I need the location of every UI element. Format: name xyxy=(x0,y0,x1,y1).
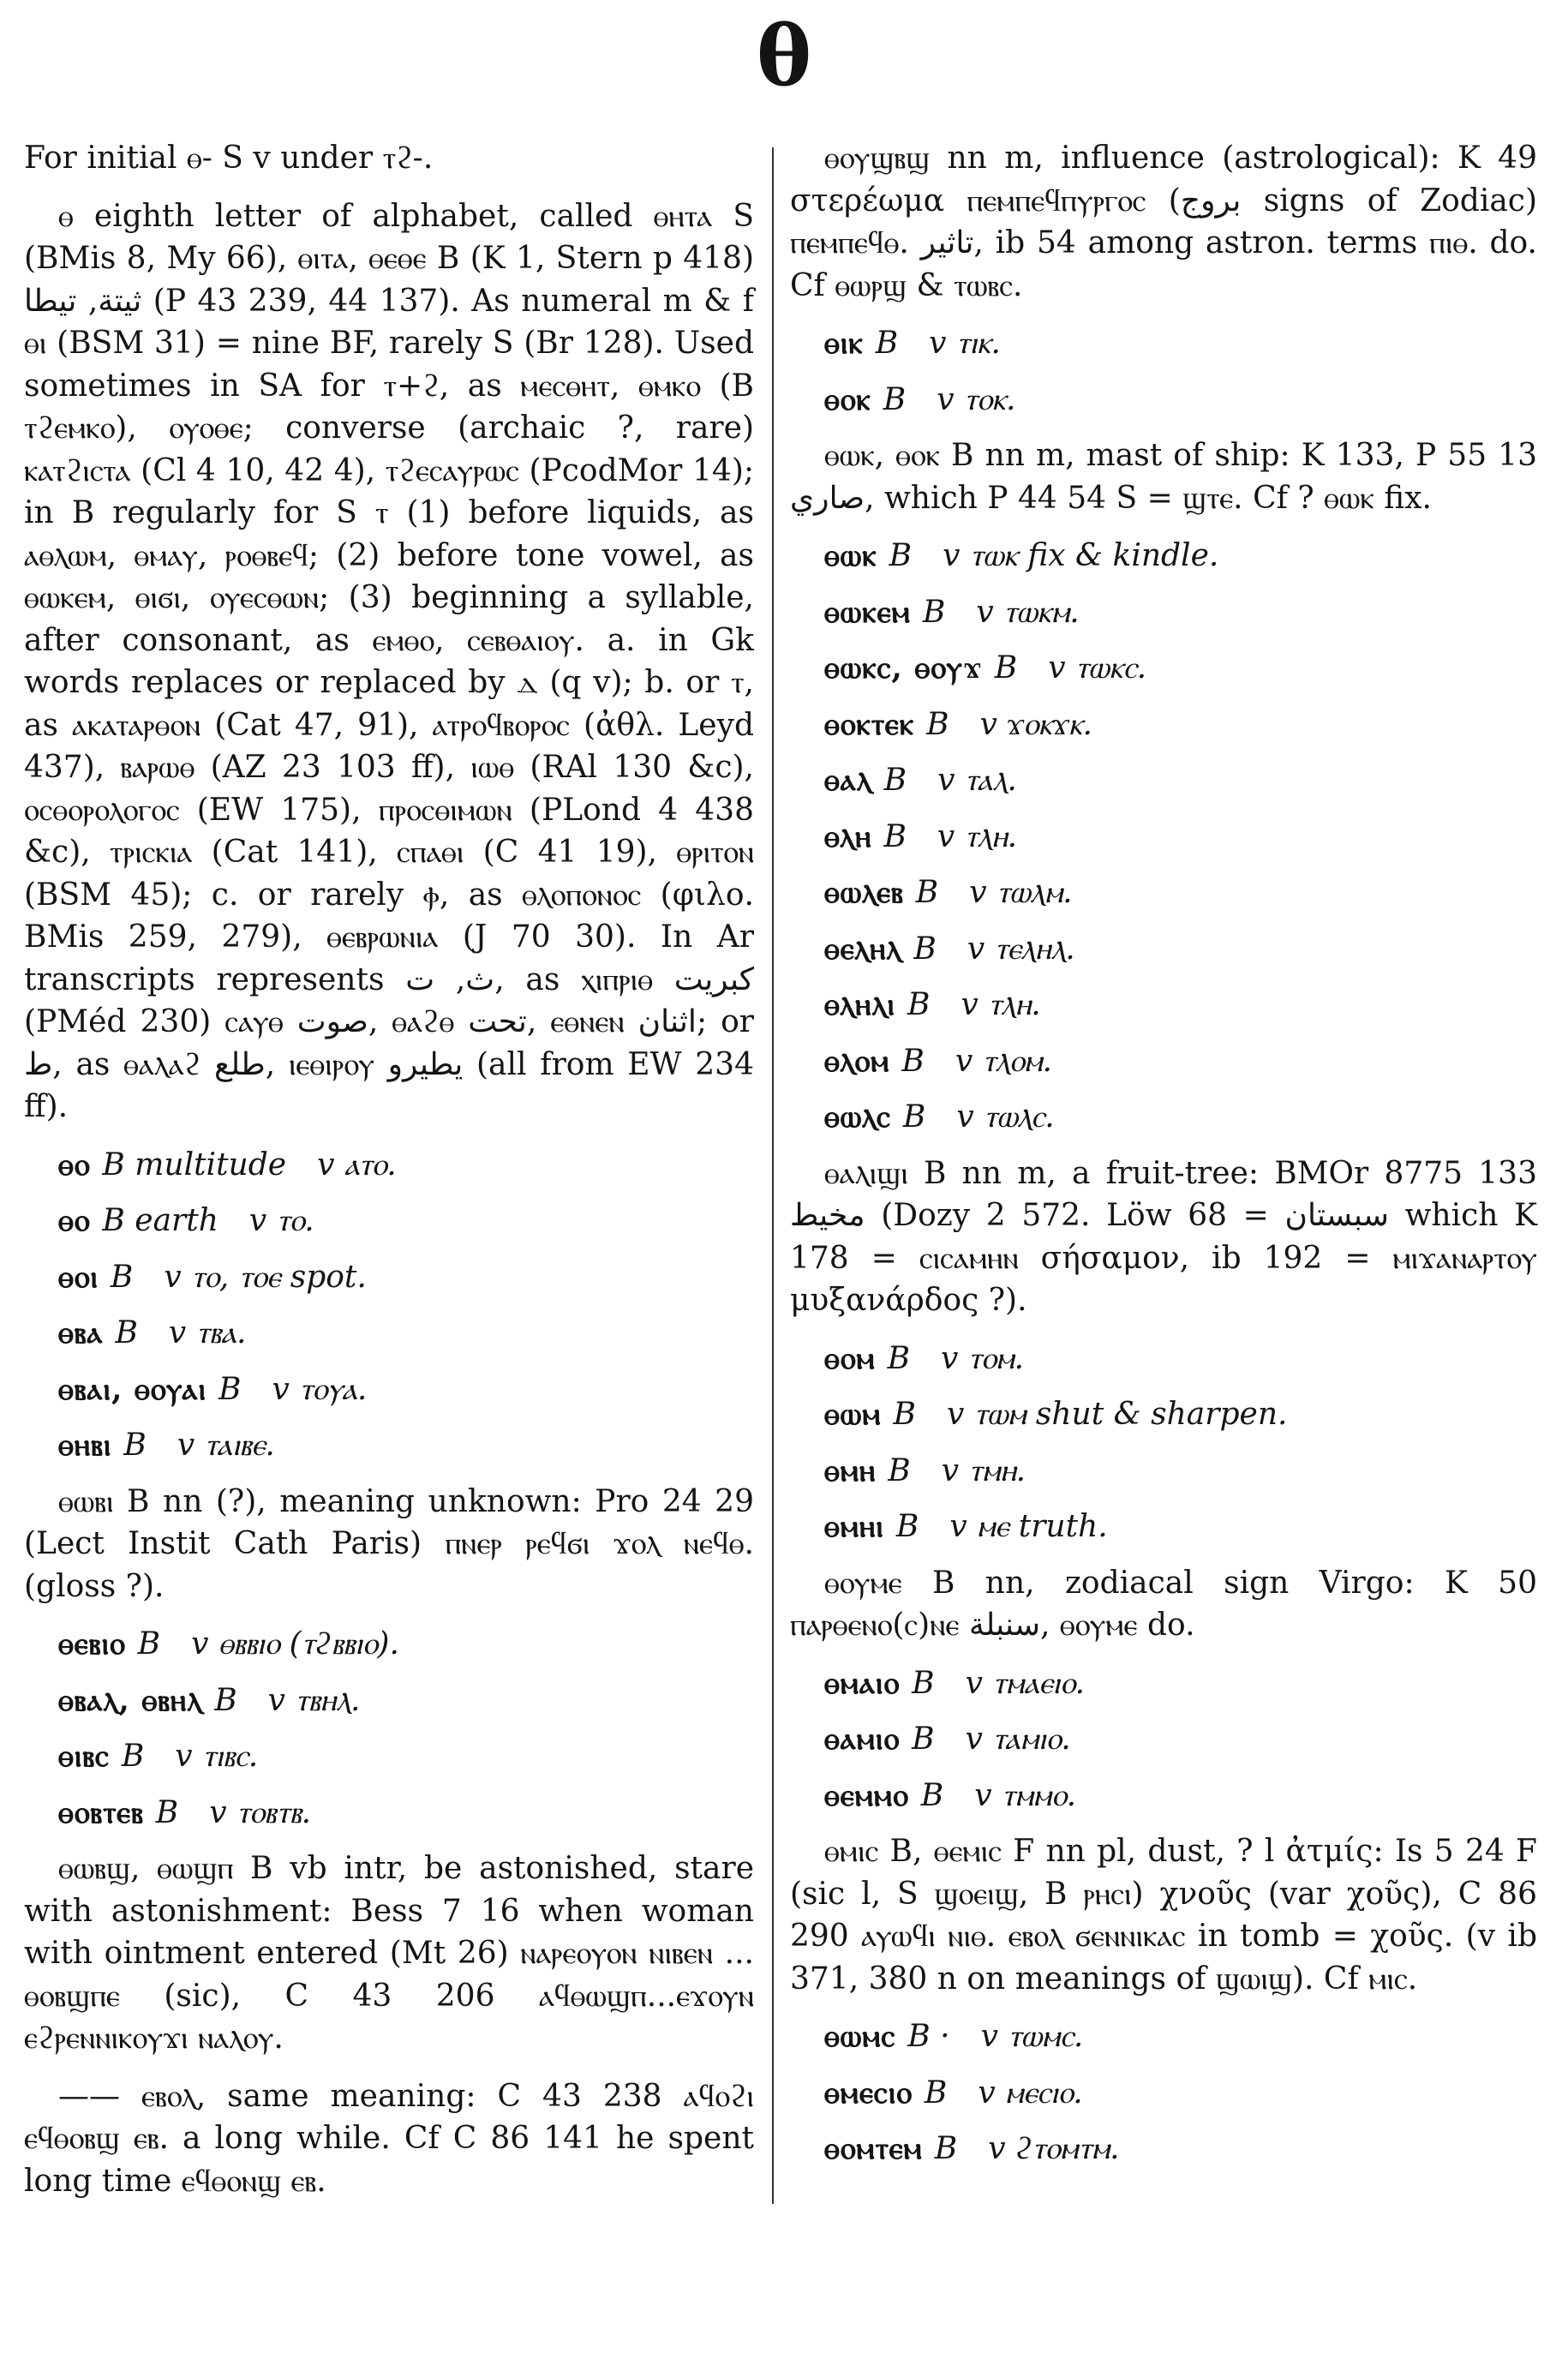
headword: ⲑⲱⲙⲥ xyxy=(824,2018,896,2054)
entry-ebol: —— ⲉⲃⲟⲗ, same meaning: C 43 238 ⲁϥⲟϩⲓ ⲉϥⲑⲟⲃϣ ⲉⲃ. a long while. Cf C 86 141 he spent long time ⲉϥⲑⲟⲛϣ ⲉⲃ. xyxy=(24,2078,754,2199)
cross-reference: v ⲧⲱⲗⲥ. xyxy=(956,1099,1055,1135)
headword: ⲑⲱⲕⲥ, ⲑⲟⲩϫ xyxy=(824,650,983,686)
cross-reference: v ⲧⲟ. xyxy=(248,1203,314,1238)
cross-reference: v ⲧⲁⲙⲓⲟ. xyxy=(965,1721,1071,1757)
dialect-tag: B xyxy=(895,1509,919,1544)
cross-reference: v ⲧⲱⲙ shut & sharpen. xyxy=(946,1397,1288,1432)
headword: ⲑⲓⲃⲥ xyxy=(58,1738,110,1774)
headword: ⲑⲗⲏⲗⲓ xyxy=(824,986,895,1022)
entry-row xyxy=(58,1144,754,1187)
entry-theta-letter: ⲑ eighth letter of alphabet, called ⲑⲏⲧⲁ S (BMis 8, My 66), ⲑⲓⲧⲁ, ⲑⲉⲑⲉ B (K 1, Stern p 418) ثيتة, تيطا (P 43 239, 44 137). As numeral m & f ⲑⲓ (BSM 31) = nine BF, rarely S (Br 128). Used sometimes in SA for ⲧ+ϩ, as ⲙⲉⲥⲑⲏⲧ, ⲑⲙⲕⲟ (B ⲧϩⲉⲙⲕⲟ), ⲟⲩⲟⲑⲉ; converse (archaic ?, rare) ⲕⲁⲧϩⲓⲥⲧⲁ (Cl 4 10, 42 4), ⲧϩⲉⲥⲁⲩⲣⲱⲥ (PcodMor 14); in B regularly for S ⲧ (1) before liquids, as ⲁⲑⲗⲱⲙ, ⲑⲙⲁⲩ, ⲣⲟⲑⲃⲉϥ; (2) before tone vowel, as ⲑⲱⲕⲉⲙ, ⲑⲓϭⲓ, ⲟⲩⲉⲥⲑⲱⲛ; (3) beginning a syllable, after consonant, as ⲉⲙⲑⲟ, ⲥⲉⲃⲑⲁⲓⲟⲩ. a. in Gk words replaces or replaced by ⲇ (q v); b. or ⲧ, as ⲁⲕⲁⲧⲁⲣⲑⲟⲛ (Cat 47, 91), ⲁⲧⲣⲟϥⲃⲟⲣⲟⲥ (ἀθλ. Leyd 437), ⲃⲁⲣⲱⲑ (AZ 23 103 ff), ⲓⲱⲑ (RAl 130 &c), ⲟⲥⲑⲟⲣⲟⲗⲟⲅⲟⲥ (EW 175), ⲡⲣⲟⲥⲑⲓⲙⲱⲛ (PLond 4 438 &c), ⲧⲣⲓⲥⲕⲓⲁ (Cat 141), ⲥⲡⲁⲑⲓ (C 41 19), ⲑⲣⲓⲧⲟⲛ (BSM 45); c. or rarely ⲫ, as ⲑⲗⲟⲡⲟⲛⲟⲥ (φιλο. BMis 259, 279), ⲑⲉⲃⲣⲱⲛⲓⲁ (J 70 30). In Ar transcripts represents ث, ت, as ⲭⲓⲡⲣⲓⲑ كبريت (PMéd 230) ⲥⲁⲩⲑ صوت, ⲑⲁϩⲑ تحت, ⲉⲑⲛⲉⲛ اثنان; or ط, as ⲑⲁⲗⲁϩ طلع, ⲓⲉⲑⲓⲣⲟⲩ يطيرو (all from EW 234 ff). xyxy=(24,198,754,1124)
dialect-tag: B xyxy=(110,1259,134,1295)
headword: ⲑⲉⲙⲙⲟ xyxy=(824,1776,909,1813)
entry-list xyxy=(790,535,1537,1139)
headword: ⲑⲏⲃⲓ xyxy=(58,1427,112,1463)
headword: ⲑⲃⲁⲗ, ⲑⲃⲏⲗ xyxy=(58,1681,203,1718)
entry-row xyxy=(824,704,1537,746)
cross-reference: v ϩⲧⲟⲙⲧⲙ. xyxy=(988,2131,1120,2166)
entry-row xyxy=(58,1368,754,1411)
headword: ⲑⲟ xyxy=(58,1202,91,1238)
entry-row xyxy=(824,647,1537,690)
entry-row xyxy=(824,535,1537,578)
cross-reference: v ⲧⲱⲕⲙ. xyxy=(976,594,1080,630)
cross-reference: v ⲧⲃⲁ. xyxy=(168,1315,247,1350)
dialect-tag: B xyxy=(889,538,913,573)
headword: ⲑⲃⲁ xyxy=(58,1314,104,1350)
entry-thmis: ⲑⲙⲓⲥ B, ⲑⲉⲙⲓⲥ F nn pl, dust, ? l ἀτμίς: Is 5 24 F (sic l, S ϣⲟⲉⲓϣ, B ⲣⲏⲥⲓ) χνοῦς (var χοῦς), C 86 290 ⲁⲩⲱϥⲓ ⲛⲓⲑ. ⲉⲃⲟⲗ ϭⲉⲛⲛⲓⲕⲁⲥ in tomb = χοῦς. (v ib 371, 380 n on meanings of ϣⲱⲓϣ). Cf ⲙⲓⲥ. xyxy=(790,1834,1537,1997)
dialect-tag: B xyxy=(915,875,939,910)
cross-reference: v ⲧⲃⲏⲗ. xyxy=(267,1682,361,1718)
entry-row xyxy=(824,1096,1537,1139)
dialect-tag: B xyxy=(901,1043,925,1079)
cross-reference: v ⲧⲗⲏ. xyxy=(961,987,1041,1022)
dialect-tag: B xyxy=(883,763,907,798)
dialect-tag: B xyxy=(121,1739,145,1774)
entry-row xyxy=(824,1506,1537,1548)
entry-row xyxy=(58,1679,754,1722)
dialect-tag: B xyxy=(994,650,1018,686)
dialect-tag: B earth xyxy=(102,1203,218,1238)
entry-row xyxy=(824,1450,1537,1493)
cross-reference: v ⲧⲟⲙ. xyxy=(941,1340,1025,1376)
headword: ⲑⲉⲃⲓⲟ xyxy=(58,1626,126,1661)
headword: ⲑⲁⲙⲓⲟ xyxy=(824,1721,901,1757)
cross-reference: v ⲧⲙⲏ. xyxy=(941,1452,1026,1488)
entry-thoume: ⲑⲟⲩⲙⲉ B nn, zodiacal sign Virgo: K 50 ⲡⲁⲣⲑⲉⲛⲟ(ⲥ)ⲛⲉ سنبلة, ⲑⲟⲩⲙⲉ do. xyxy=(790,1565,1537,1643)
dialect-tag: B xyxy=(934,2131,958,2166)
dialect-tag: B xyxy=(115,1315,138,1350)
headword: ⲑⲟⲕⲧⲉⲕ xyxy=(824,705,915,742)
entry-row xyxy=(824,2015,1537,2058)
entry-row xyxy=(58,1256,754,1299)
cross-reference: v ⲧⲱⲕ fix & kindle. xyxy=(943,538,1219,573)
entry-row xyxy=(824,322,1537,365)
entry-row xyxy=(824,871,1537,914)
entry-list xyxy=(790,322,1537,421)
headword: ⲑⲙⲏ xyxy=(824,1452,877,1488)
entry-row xyxy=(824,928,1537,971)
entry-row xyxy=(824,1775,1537,1817)
dialect-tag: B xyxy=(913,931,937,967)
entry-thok: ⲑⲱⲕ, ⲑⲟⲕ B nn m, mast of ship: K 133, P 55 13 صاري, which P 44 54 S = ϣⲧⲉ. Cf ? ⲑⲱⲕ fix. xyxy=(790,438,1537,516)
headword: ⲑⲉⲗⲏⲗ xyxy=(824,930,902,967)
entry-row xyxy=(824,759,1537,802)
cross-reference: v ⲧⲓⲃⲥ. xyxy=(175,1739,259,1774)
dialect-tag: B xyxy=(912,1721,935,1757)
headword: ⲑⲙⲁⲓⲟ xyxy=(824,1664,901,1701)
entry-list xyxy=(790,2015,1537,2170)
right-column xyxy=(790,137,1537,2184)
cross-reference: v ⲧⲟⲃⲧⲃ. xyxy=(209,1794,312,1830)
entry-list xyxy=(24,1144,754,1467)
headword: ⲑⲟⲓ xyxy=(58,1258,99,1295)
headword: ⲑⲱⲕⲉⲙ xyxy=(824,593,911,630)
entry-thoushbsh: ⲑⲟⲩϣⲃϣ nn m, influence (astrological): K 49 στερέωμα ⲡⲉⲙⲡⲉϥⲡⲩⲣⲅⲟⲥ (بروج signs of Zodiac) ⲡⲉⲙⲡⲉϥⲑ. تاثير, ib 54 among astron. terms ⲡⲓⲑ. do. Cf ⲑⲱⲣϣ & ⲧⲱⲃⲥ. xyxy=(790,141,1537,303)
entry-thobi: ⲑⲱⲃⲓ B nn (?), meaning unknown: Pro 24 29 (Lect Instit Cath Paris) ⲡⲛⲉⲣ ⲣⲉϥϭⲓ ϫⲟⲗ ⲛⲉϥⲑ. (gloss ?). xyxy=(24,1483,754,1604)
dialect-tag: B · xyxy=(907,2019,950,2054)
dialect-tag: B xyxy=(902,1099,926,1135)
entry-row xyxy=(824,1718,1537,1761)
headword: ⲑⲃⲁⲓ, ⲑⲟⲩⲁⲓ xyxy=(58,1370,207,1407)
entry-row xyxy=(58,1312,754,1355)
dialect-tag: B xyxy=(907,987,931,1022)
cross-reference: v ⲙⲉ truth. xyxy=(949,1509,1108,1544)
cross-reference: v ⲧⲗⲟⲙ. xyxy=(955,1043,1052,1079)
headword: ⲑⲟⲙ xyxy=(824,1339,876,1376)
cross-reference: v ⲧⲱⲙⲥ. xyxy=(980,2019,1084,2054)
cross-reference: v ⲧⲱⲕⲥ. xyxy=(1048,650,1147,686)
entry-row xyxy=(824,2072,1537,2115)
cross-reference: v ⲧⲙⲙⲟ. xyxy=(974,1777,1077,1813)
dialect-tag: B xyxy=(922,594,946,630)
page-letter-heading: θ xyxy=(756,8,812,105)
entry-row xyxy=(824,1338,1537,1380)
column-divider xyxy=(772,147,774,2204)
dialect-tag: B xyxy=(912,1665,935,1701)
dialect-tag: B multitude xyxy=(102,1147,287,1182)
cross-reference: v ⲧⲟⲕ. xyxy=(937,381,1016,417)
entry-list xyxy=(24,1623,754,1834)
headword: ⲑⲱⲗⲥ xyxy=(824,1099,891,1135)
cross-reference: v ⲙⲉⲥⲓⲟ. xyxy=(978,2075,1083,2111)
intro-line: For initial ⲑ- S v under ⲧϩ-. xyxy=(24,141,434,176)
headword: ⲑⲟⲃⲧⲉⲃ xyxy=(58,1793,144,1830)
left-column xyxy=(24,137,754,2218)
entry-row xyxy=(58,1792,754,1835)
headword: ⲑⲗⲟⲙ xyxy=(824,1042,890,1079)
entry-row xyxy=(824,984,1537,1027)
dialect-tag: B xyxy=(214,1682,237,1718)
headword: ⲑⲱⲕ xyxy=(824,537,877,573)
entry-row xyxy=(58,1623,754,1666)
headword: ⲑⲙⲏⲓ xyxy=(824,1508,884,1544)
entry-list xyxy=(790,1338,1537,1548)
headword: ⲑⲱⲙ xyxy=(824,1396,882,1432)
cross-reference: v ⲧⲓⲕ. xyxy=(929,326,1001,361)
headword: ⲑⲟ xyxy=(58,1146,91,1182)
dialect-tag: B xyxy=(888,1452,911,1488)
headword: ⲑⲟⲙⲧⲉⲙ xyxy=(824,2130,923,2166)
headword: ⲑⲟⲕ xyxy=(824,380,871,417)
cross-reference: v ⲁⲧⲟ. xyxy=(317,1147,397,1182)
dialect-tag: B xyxy=(155,1794,179,1830)
cross-reference: v ⲧⲙⲁⲉⲓⲟ. xyxy=(965,1665,1086,1701)
entry-list xyxy=(790,1662,1537,1817)
entry-row xyxy=(58,1424,754,1467)
dialect-tag: B xyxy=(218,1371,242,1407)
cross-reference: v ⲑⲃⲃⲓⲟ (ⲧϩⲃⲃⲓⲟ). xyxy=(191,1626,399,1661)
cross-reference: v ⲧⲟ, ⲧⲟⲉ spot. xyxy=(164,1259,367,1295)
cross-reference: v ⲧⲉⲗⲏⲗ. xyxy=(967,931,1075,967)
entry-row xyxy=(824,1393,1537,1436)
entry-thobsh: ⲑⲱⲃϣ, ⲑⲱϣⲡ B vb intr, be astonished, stare with astonishment: Bess 7 16 when woman with ointment entered (Mt 26) ⲛⲁⲣⲉⲟⲩⲟⲛ ⲛⲓⲃⲉⲛ ... ⲑⲟⲃϣⲡⲉ (sic), C 43 206 ⲁϥⲑⲱϣⲡ...ⲉϫⲟⲩⲛ ⲉϩⲣⲉⲛⲛⲓⲕⲟⲩϫⲓ ⲛⲁⲗⲟⲩ. xyxy=(24,1851,754,2056)
headword: ⲑⲱⲗⲉⲃ xyxy=(824,874,904,910)
dialect-tag: B xyxy=(926,706,949,742)
entry-row xyxy=(58,1200,754,1242)
dialect-tag: B xyxy=(123,1428,147,1463)
cross-reference: v ϫⲟⲕϫⲕ. xyxy=(979,706,1092,742)
entry-row xyxy=(824,379,1537,422)
headword: ⲑⲁⲗ xyxy=(824,762,872,798)
dialect-tag: B xyxy=(887,1340,911,1376)
entry-thalishi: ⲑⲁⲗⲓϣⲓ B nn m, a fruit-tree: BMOr 8775 133 مخيط (Dozy 2 572. Löw 68 = سبستان which K 178 = ⲥⲓⲥⲁⲙⲏⲛ σήσαμον, ib 192 = ⲙⲓϫⲁⲛⲁⲣⲧⲟⲩ μυξανάρδος ?). xyxy=(790,1155,1537,1318)
entry-row xyxy=(824,816,1537,859)
entry-row xyxy=(824,1040,1537,1083)
entry-row xyxy=(824,591,1537,634)
dialect-tag: B xyxy=(883,818,907,854)
dialect-tag: B xyxy=(893,1397,916,1432)
entry-row xyxy=(824,2128,1537,2170)
cross-reference: v ⲧⲗⲏ. xyxy=(937,818,1018,854)
headword: ⲑⲗⲏ xyxy=(824,817,872,854)
dialect-tag: B xyxy=(920,1777,944,1813)
cross-reference: v ⲧⲁⲓⲃⲉ. xyxy=(177,1428,275,1463)
dialect-tag: B xyxy=(924,2075,948,2111)
entry-row xyxy=(824,1662,1537,1705)
cross-reference: v ⲧⲁⲗ. xyxy=(937,763,1017,798)
cross-reference: v ⲧⲟⲩⲁ. xyxy=(272,1371,368,1407)
headword: ⲑⲓⲕ xyxy=(824,325,864,361)
dialect-tag: B xyxy=(137,1626,161,1661)
cross-reference: v ⲧⲱⲗⲙ. xyxy=(969,875,1073,910)
entry-row xyxy=(58,1735,754,1778)
dialect-tag: B xyxy=(875,326,899,361)
headword: ⲑⲙⲉⲥⲓⲟ xyxy=(824,2074,913,2111)
dialect-tag: B xyxy=(883,381,907,417)
